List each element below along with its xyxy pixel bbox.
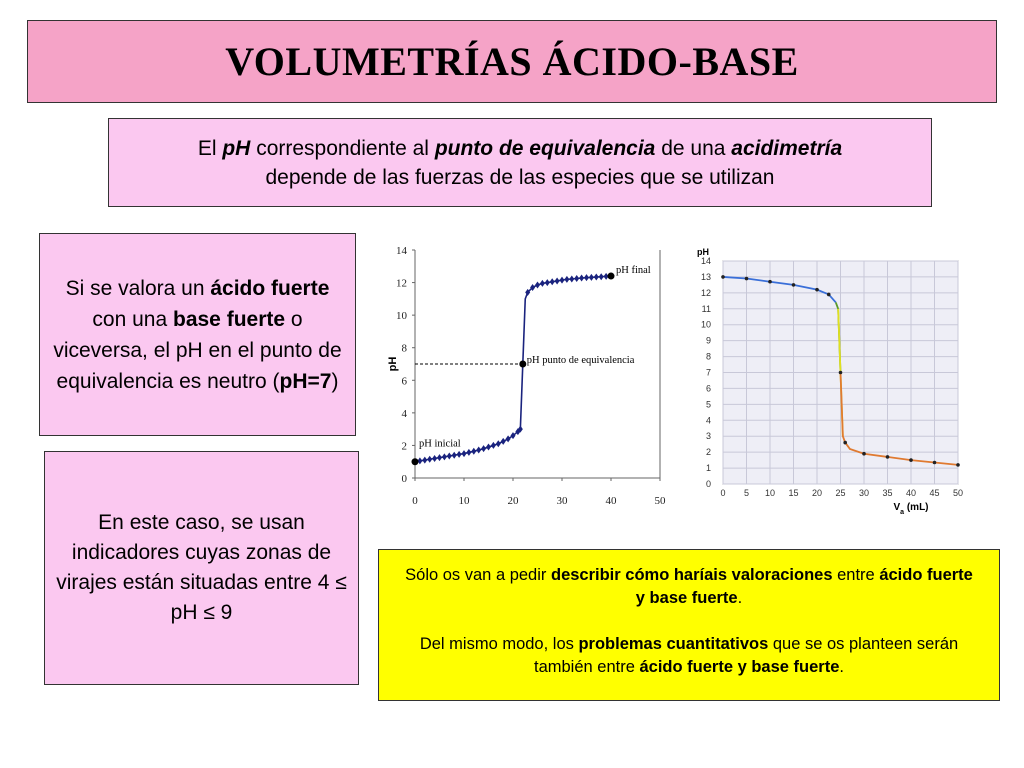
left1-t7: ) xyxy=(331,369,339,393)
note-paragraph-1 xyxy=(399,564,979,610)
data-point xyxy=(745,277,749,281)
left1-t5: o viceversa, el pH en el punto de equivalencia es neutro ( xyxy=(53,307,342,393)
y-tick-label: 10 xyxy=(700,319,711,330)
x-tick-label: 0 xyxy=(412,495,418,507)
strong-acid-text xyxy=(50,273,345,397)
data-point xyxy=(560,277,565,284)
data-point xyxy=(827,293,831,297)
y-tick-label: 6 xyxy=(705,383,711,394)
data-point xyxy=(506,435,511,442)
intro-t3: correspondiente al xyxy=(250,136,435,160)
indicator-box xyxy=(44,451,359,685)
data-point xyxy=(815,288,819,292)
title-banner xyxy=(27,20,997,103)
data-point xyxy=(933,461,937,465)
data-point xyxy=(589,274,594,281)
data-point xyxy=(956,463,960,467)
data-point xyxy=(481,445,486,452)
annotation-initial-ph: pH inicial xyxy=(419,438,461,450)
x-tick-label: 50 xyxy=(952,488,964,498)
data-point xyxy=(422,457,427,464)
note-p1-t2: describir cómo haríais valoraciones xyxy=(550,566,833,584)
left1-t1: Si se valora un xyxy=(65,276,211,300)
x-tick-label: 25 xyxy=(835,488,846,498)
y-tick-label: 2 xyxy=(401,440,407,453)
data-point xyxy=(496,440,501,447)
titration-chart-acid xyxy=(382,236,674,516)
data-point xyxy=(462,450,467,457)
note-p1-t3: entre xyxy=(832,566,880,584)
y-axis-label: pH xyxy=(387,356,399,372)
data-point xyxy=(545,279,550,286)
x-tick-label: 20 xyxy=(507,495,519,507)
indicator-text: En este caso, se usan indicadores cuyas zonas de virajes están situadas entre 4 ≤ pH ≤ 9 xyxy=(56,511,347,624)
data-point xyxy=(471,448,476,455)
x-tick-label: 10 xyxy=(458,495,470,507)
y-tick-label: 4 xyxy=(401,407,407,420)
note-p2-t3: que se os planteen serán también entre xyxy=(534,635,959,676)
exam-note-box xyxy=(378,549,1000,701)
note-p1-t1: Sólo os van a pedir xyxy=(405,566,551,584)
y-tick-label: 12 xyxy=(396,277,407,290)
intro-t7: depende de las fuerzas de las especies que se utilizan xyxy=(265,165,775,189)
data-point xyxy=(721,275,725,279)
intro-box xyxy=(108,118,932,207)
data-point xyxy=(579,275,584,282)
intro-text xyxy=(198,134,842,192)
y-tick-label: 5 xyxy=(705,399,711,410)
y-tick-label: 9 xyxy=(705,335,711,346)
data-point xyxy=(466,449,471,456)
y-tick-label: 6 xyxy=(401,375,407,388)
strong-acid-box xyxy=(39,233,356,436)
y-tick-label: 1 xyxy=(705,463,711,474)
data-point xyxy=(437,454,442,461)
data-point xyxy=(442,453,447,460)
x-tick-label: 30 xyxy=(858,488,870,498)
y-tick-label: 12 xyxy=(700,287,711,298)
y-tick-label: 4 xyxy=(705,415,711,426)
y-tick-label: 2 xyxy=(705,447,711,458)
left1-t4: base fuerte xyxy=(173,307,286,331)
intro-t1: El xyxy=(197,136,223,160)
x-tick-label: 50 xyxy=(654,495,666,507)
data-point xyxy=(564,276,569,283)
data-point xyxy=(843,441,847,445)
data-point xyxy=(839,371,843,375)
note-p1-t4: ácido fuerte y base fuerte xyxy=(635,566,973,607)
x-tick-label: 30 xyxy=(556,495,568,507)
intro-t5: de una xyxy=(655,136,732,160)
data-point xyxy=(501,438,506,445)
x-tick-label: 40 xyxy=(605,495,617,507)
page-title: VOLUMETRÍAS ÁCIDO-BASE xyxy=(225,39,799,84)
left1-t2: ácido fuerte xyxy=(210,276,330,300)
y-tick-label: 8 xyxy=(401,342,407,355)
note-p2-t4: ácido fuerte y base fuerte xyxy=(639,658,840,676)
intro-t6: acidimetría xyxy=(731,136,843,160)
y-tick-label: 14 xyxy=(396,245,407,257)
note-paragraph-2 xyxy=(399,633,979,679)
y-tick-label: 11 xyxy=(701,303,711,314)
data-point xyxy=(452,452,457,459)
x-tick-label: 15 xyxy=(788,488,799,498)
titration-chart-base xyxy=(688,236,978,516)
intro-t2: pH xyxy=(222,136,251,160)
data-point xyxy=(555,277,560,284)
data-point xyxy=(486,444,491,451)
data-point xyxy=(792,283,796,287)
left1-t6: pH=7 xyxy=(279,369,332,393)
data-point xyxy=(432,455,437,462)
x-tick-label: 45 xyxy=(929,488,940,498)
x-tick-label: 0 xyxy=(720,488,726,498)
annotation-equivalence-ph: pH punto de equivalencia xyxy=(526,355,635,366)
x-tick-label: 40 xyxy=(905,488,917,498)
data-point xyxy=(886,455,890,459)
y-tick-label: 10 xyxy=(396,310,407,323)
data-point xyxy=(550,278,555,285)
data-point xyxy=(584,274,589,281)
x-axis-label: $V_a$ (mL) xyxy=(893,502,929,516)
y-axis-label: pH xyxy=(697,247,709,257)
data-point xyxy=(457,451,462,458)
note-p2-t5: . xyxy=(839,658,844,676)
y-tick-label: 13 xyxy=(700,271,711,282)
note-p2-t2: problemas cuantitativos xyxy=(578,635,769,653)
data-point xyxy=(427,456,432,463)
x-tick-label: 20 xyxy=(811,488,823,498)
data-point xyxy=(574,275,579,282)
x-tick-label: 10 xyxy=(764,488,776,498)
intro-t4: punto de equivalencia xyxy=(434,136,656,160)
initial-ph-point xyxy=(412,458,419,465)
data-point xyxy=(535,282,540,289)
data-point xyxy=(599,273,604,280)
x-tick-label: 5 xyxy=(743,488,750,498)
data-point xyxy=(491,442,496,449)
data-point xyxy=(909,458,913,462)
x-tick-label: 35 xyxy=(882,488,893,498)
note-p1-t5: . xyxy=(737,589,743,607)
data-point xyxy=(447,453,452,460)
data-point xyxy=(476,446,481,453)
data-point xyxy=(569,275,574,282)
data-point xyxy=(594,274,599,281)
y-tick-label: 7 xyxy=(705,367,711,378)
data-point xyxy=(862,452,866,456)
note-p2-t1: Del mismo modo, los xyxy=(419,635,579,653)
left1-t3: con una xyxy=(92,307,173,331)
y-tick-label: 0 xyxy=(401,473,407,485)
y-tick-label: 3 xyxy=(705,431,711,442)
y-tick-label: 8 xyxy=(705,351,711,362)
y-tick-label: 14 xyxy=(700,256,711,266)
y-tick-label: 0 xyxy=(705,479,711,489)
annotation-final-ph: pH final xyxy=(616,265,651,277)
equivalence-ph-point xyxy=(519,361,526,368)
final-ph-point xyxy=(608,273,615,280)
data-point xyxy=(768,280,772,284)
data-point xyxy=(540,280,545,287)
